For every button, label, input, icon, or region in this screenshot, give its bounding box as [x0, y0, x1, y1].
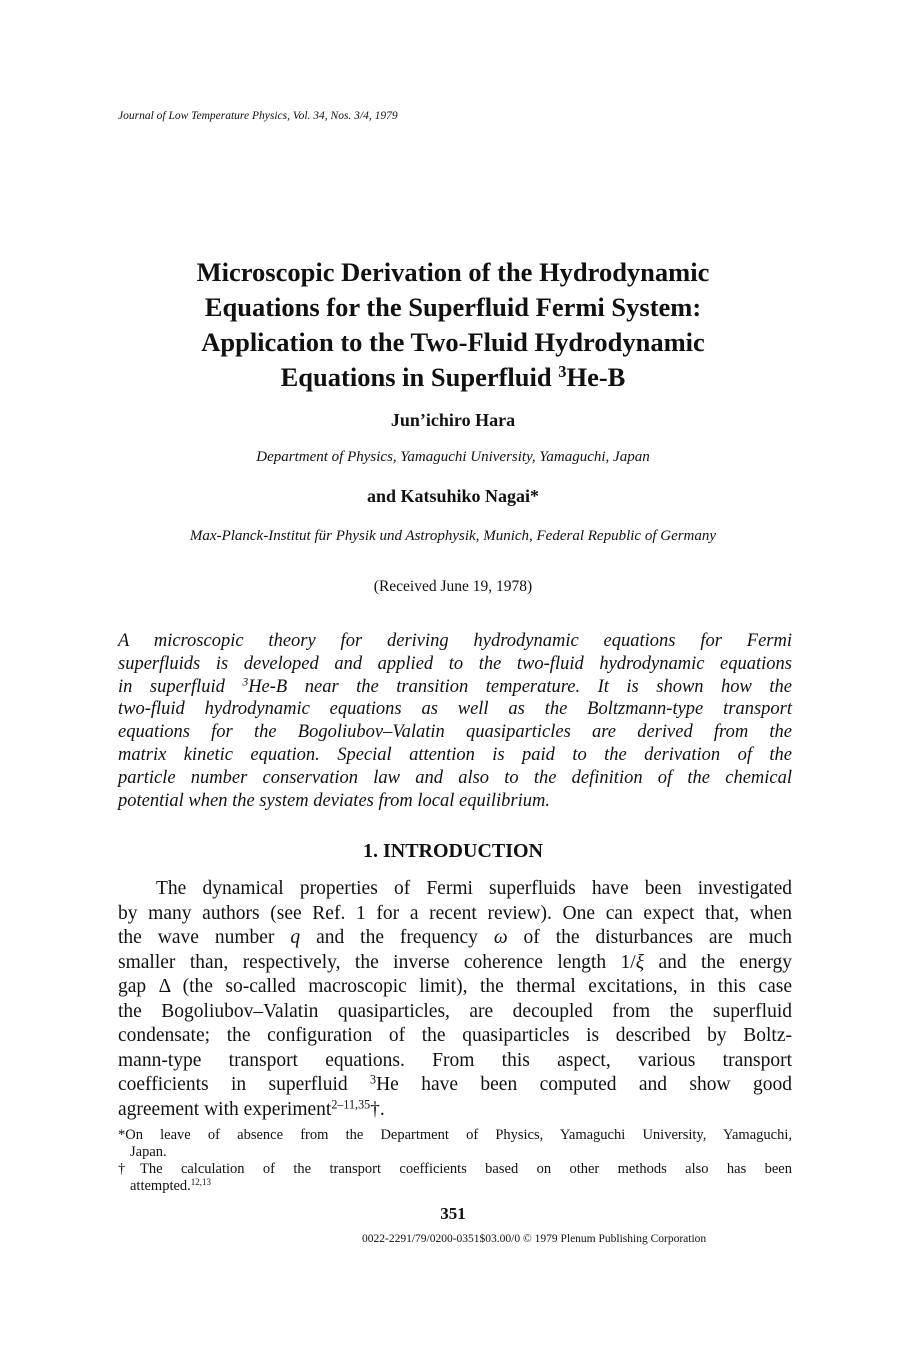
body-line: the wave number q and the frequency ω of the disturbances are much: [118, 927, 792, 948]
body-line: the Bogoliubov–Valatin quasiparticles, are decoupled from the superfluid: [118, 1000, 792, 1022]
abstract-line: particle number conservation law and also to the definition of the chemical: [118, 767, 792, 788]
title-line-2: Equations for the Superfluid Fermi System:: [204, 292, 702, 322]
abstract-line: A microscopic theory for deriving hydrodynamic equations for Fermi: [118, 631, 792, 651]
title-line-1: Microscopic Derivation of the Hydrodynamic: [196, 257, 710, 287]
page-number: 351: [440, 1204, 466, 1223]
abstract-line: equations for the Bogoliubov–Valatin quasiparticles are derived from the: [118, 722, 792, 743]
body-line: agreement with experiment$^{2-11,35}$†.: [118, 1096, 385, 1120]
copyright-line: 0022-2291/79/0200-0351$03.00/0 © 1979 Plenum Publishing Corporation: [362, 1233, 707, 1245]
title-line-3: Application to the Two-Fluid Hydrodynamic: [201, 327, 705, 357]
body-line: smaller than, respectively, the inverse coherence length 1/ξ and the energy: [118, 951, 792, 973]
author-1: Jun’ichiro Hara: [390, 410, 516, 430]
abstract-line: in superfluid $^3$He-B near the transition temperature. It is shown how the: [118, 676, 793, 697]
affiliation-2: Max-Planck-Institut für Physik und Astrophysik, Munich, Federal Republic of Germany: [189, 528, 717, 544]
body-text: [118, 877, 792, 1122]
body-line: The dynamical properties of Fermi superfluids have been investigated: [156, 878, 792, 899]
abstract-line: two-fluid hydrodynamic equations as well as the Boltzmann-type transport: [118, 699, 792, 720]
footnote-line: *On leave of absence from the Department of Physics, Yamaguchi University, Yamaguchi,: [118, 1127, 792, 1143]
affiliation-1: Department of Physics, Yamaguchi University, Yamaguchi, Japan: [256, 449, 650, 465]
body-line: condensate; the configuration of the quasiparticles is described by Boltz-: [118, 1025, 792, 1046]
author-2: and Katsuhiko Nagai*: [366, 486, 540, 506]
body-line: gap Δ (the so-called macroscopic limit), the thermal excitations, in this case: [118, 976, 792, 997]
abstract: [118, 630, 792, 812]
abstract-line: potential when the system deviates from local equilibrium.: [118, 790, 550, 811]
abstract-line: matrix kinetic equation. Special attention is paid to the derivation of the: [118, 744, 792, 765]
title-line-4: Equations in Superfluid $^3$He-B: [280, 361, 626, 392]
body-line: mann-type transport equations. From this aspect, various transport: [118, 1049, 792, 1071]
body-line: by many authors (see Ref. 1 for a recent review). One can expect that, when: [118, 902, 792, 924]
received-date: (Received June 19, 1978): [373, 578, 533, 595]
footnote-line: Japan.: [130, 1144, 167, 1160]
journal-citation: Journal of Low Temperature Physics, Vol. 34, Nos. 3/4, 1979: [118, 110, 398, 122]
paper-title: [100, 255, 806, 395]
section-heading: 1. INTRODUCTION: [362, 840, 544, 862]
footnote-line: †The calculation of the transport coefficients based on other methods also has been: [118, 1161, 792, 1177]
abstract-line: superfluids is developed and applied to the two-fluid hydrodynamic equations: [118, 653, 792, 674]
footnotes: [118, 1127, 792, 1195]
body-line: coefficients in superfluid $^3$He have been computed and show good: [118, 1072, 792, 1095]
footnote-line: attempted.$^{12,13}$: [130, 1177, 212, 1194]
